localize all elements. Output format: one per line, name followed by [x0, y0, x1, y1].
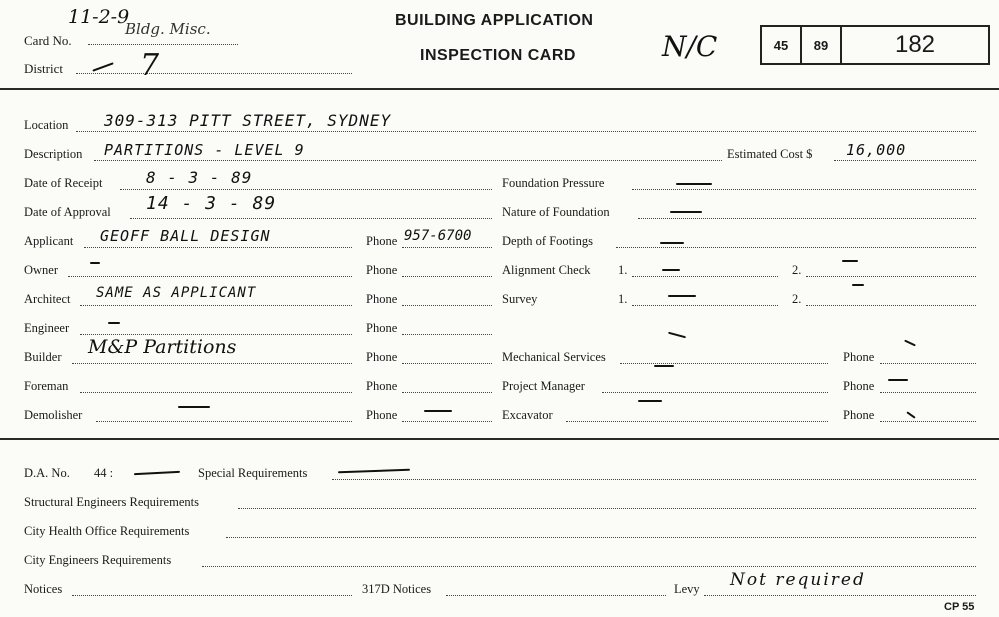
title-line-2: INSPECTION CARD [420, 47, 576, 64]
foreman-label: Foreman [24, 379, 69, 393]
demolisher-phone-dots [402, 421, 492, 422]
builder-value: M&P Partitions [88, 336, 237, 358]
depth-footings-label: Depth of Footings [502, 234, 593, 248]
project-manager-phone-dots [880, 392, 976, 393]
structural-dots [238, 508, 976, 509]
excavator-dots [566, 421, 828, 422]
alignment-1: 1. [618, 263, 628, 277]
alignment-2: 2. [792, 263, 802, 277]
foundation-pressure-label: Foundation Pressure [502, 176, 605, 190]
foreman-phone-label: Phone [366, 379, 398, 393]
levy-value: Not required [730, 570, 866, 590]
alignment-1-dash [662, 269, 680, 271]
alignment-2-dash [842, 260, 858, 262]
box-1 [760, 25, 802, 65]
project-manager-dots [602, 392, 828, 393]
date-receipt-value: 8 - 3 - 89 [146, 168, 253, 187]
card-no-value: 11-2-9 [68, 6, 130, 28]
survey-label: Survey [502, 292, 538, 306]
depth-footings-dash [660, 242, 684, 244]
da-no-label: D.A. No. [24, 466, 70, 480]
estimated-cost-value: 16,000 [846, 141, 907, 159]
project-manager-phone-dash [888, 379, 908, 381]
depth-footings-dots [616, 247, 976, 248]
foreman-dots [80, 392, 352, 393]
estimated-cost-label: Estimated Cost $ [727, 147, 813, 161]
owner-phone-dots [402, 276, 492, 277]
excavator-label: Excavator [502, 408, 553, 422]
box-2 [800, 25, 842, 65]
special-req-dots [332, 479, 976, 480]
builder-phone-dots [402, 363, 492, 364]
nature-foundation-dots [638, 218, 976, 219]
notices-317d-dots [446, 595, 666, 596]
district-label: District [24, 61, 63, 76]
demolisher-dots [96, 421, 352, 422]
health-dots [226, 537, 976, 538]
description-value: PARTITIONS - LEVEL 9 [104, 141, 305, 159]
excavator-phone-dots [880, 421, 976, 422]
architect-value: SAME AS APPLICANT [96, 285, 257, 301]
applicant-phone-label: Phone [366, 234, 398, 248]
district-value: 7 [140, 48, 160, 83]
nature-foundation-dash [670, 211, 702, 213]
engineer-label: Engineer [24, 321, 70, 335]
box-3 [840, 25, 990, 65]
card-no-dots [88, 44, 238, 45]
box-3-value: 182 [894, 31, 936, 58]
nc-mark: N/C [662, 30, 718, 63]
owner-label: Owner [24, 263, 59, 277]
excavator-dash [638, 400, 662, 402]
nature-foundation-label: Nature of Foundation [502, 205, 610, 219]
health-label: City Health Office Requirements [24, 524, 190, 538]
title-line-1: BUILDING APPLICATION [395, 12, 594, 29]
date-approval-dots [130, 218, 492, 219]
project-manager-label: Project Manager [502, 379, 585, 393]
survey-1-dots [632, 305, 778, 306]
location-value: 309-313 PITT STREET, SYDNEY [104, 111, 392, 130]
notices-dots [72, 595, 352, 596]
special-req-label: Special Requirements [198, 466, 308, 480]
mechanical-phone-dots [880, 363, 976, 364]
engineers-dots [202, 566, 976, 567]
survey-1: 1. [618, 292, 628, 306]
architect-phone-label: Phone [366, 292, 398, 306]
engineer-dots [80, 334, 352, 335]
mechanical-phone-label: Phone [843, 350, 875, 364]
levy-label: Levy [674, 582, 700, 596]
architect-phone-dots [402, 305, 492, 306]
box-2-value: 89 [813, 37, 829, 53]
owner-dots [68, 276, 352, 277]
applicant-label: Applicant [24, 234, 74, 248]
special-req-dash [338, 469, 410, 474]
mechanical-phone-dash [904, 340, 916, 347]
engineers-label: City Engineers Requirements [24, 553, 172, 567]
survey-2-dash [852, 284, 864, 286]
owner-phone-label: Phone [366, 263, 398, 277]
da-no-dash [134, 471, 180, 475]
date-receipt-label: Date of Receipt [24, 176, 103, 190]
survey-2-dots [806, 305, 976, 306]
date-approval-label: Date of Approval [24, 205, 111, 219]
description-dots [94, 160, 722, 161]
location-label: Location [24, 118, 69, 132]
engineer-phone-label: Phone [366, 321, 398, 335]
applicant-value: GEOFF BALL DESIGN [100, 227, 271, 245]
demolisher-phone-dash [424, 410, 452, 412]
demolisher-label: Demolisher [24, 408, 83, 422]
applicant-dots [84, 247, 352, 248]
district-dots [76, 73, 352, 74]
engineer-dash [108, 322, 120, 324]
mechanical-dots [620, 363, 828, 364]
form-code: CP 55 [944, 601, 975, 613]
mechanical-dash [654, 365, 674, 367]
project-manager-phone-label: Phone [843, 379, 875, 393]
location-dots [76, 131, 976, 132]
builder-label: Builder [24, 350, 62, 364]
estimated-cost-dots [834, 160, 976, 161]
mechanical-top-dash [668, 332, 686, 339]
da-no-value: 44 : [94, 466, 114, 480]
architect-dots [80, 305, 352, 306]
survey-1-dash [668, 295, 696, 297]
owner-dash [90, 262, 100, 264]
date-receipt-dots [120, 189, 492, 190]
applicant-phone-value: 957-6700 [404, 228, 472, 244]
demolisher-dash [178, 406, 210, 408]
footer-rule [0, 438, 999, 440]
structural-label: Structural Engineers Requirements [24, 495, 199, 509]
alignment-2-dots [806, 276, 976, 277]
alignment-check-label: Alignment Check [502, 263, 591, 277]
mechanical-label: Mechanical Services [502, 350, 606, 364]
description-label: Description [24, 147, 83, 161]
foreman-phone-dots [402, 392, 492, 393]
alignment-1-dots [632, 276, 778, 277]
builder-dots [72, 363, 352, 364]
survey-2: 2. [792, 292, 802, 306]
architect-label: Architect [24, 292, 71, 306]
district-strike [92, 62, 113, 71]
builder-phone-label: Phone [366, 350, 398, 364]
notices-317d-label: 317D Notices [362, 582, 432, 596]
demolisher-phone-label: Phone [366, 408, 398, 422]
applicant-phone-dots [402, 247, 492, 248]
excavator-phone-label: Phone [843, 408, 875, 422]
header-rule [0, 88, 999, 90]
foundation-pressure-dash [676, 183, 712, 185]
notices-label: Notices [24, 582, 63, 596]
box-1-value: 45 [773, 37, 789, 53]
levy-dots [704, 595, 976, 596]
excavator-phone-dash [906, 411, 915, 418]
card-no-label: Card No. [24, 33, 72, 48]
card-no-scrawl: Bldg. Misc. [125, 20, 211, 38]
foundation-pressure-dots [632, 189, 976, 190]
engineer-phone-dots [402, 334, 492, 335]
date-approval-value: 14 - 3 - 89 [146, 193, 277, 214]
